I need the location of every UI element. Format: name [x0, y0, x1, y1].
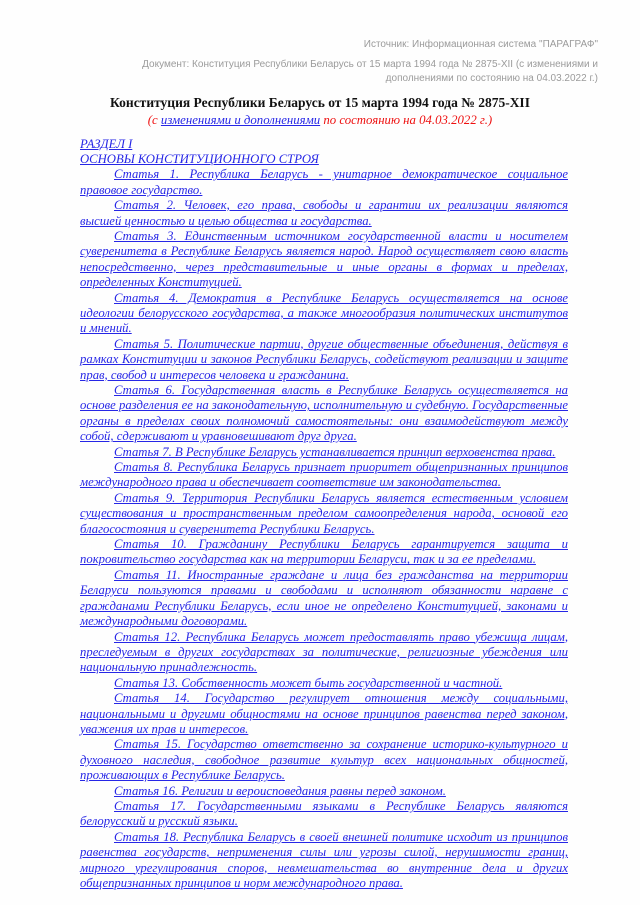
document-body	[80, 137, 568, 892]
article-paragraph[interactable]: Статья 10. Гражданину Республики Беларусь гарантируется защита и покровительство государства как на территории Беларуси, так и за ее пределами.	[80, 537, 568, 567]
article-paragraph[interactable]: Статья 16. Религии и вероисповедания равны перед законом.	[114, 783, 446, 798]
articles	[80, 167, 568, 891]
amendments-link[interactable]: изменениями и дополнениями	[160, 112, 321, 127]
article-paragraph[interactable]: Статья 14. Государство регулирует отношения между социальными, национальными и другими общностями на основе принципов равенства перед законом, уважения их прав и интересов.	[80, 691, 568, 736]
article-paragraph[interactable]: Статья 4. Демократия в Республике Беларусь осуществляется на основе идеологии белорусского государства, а также многообразия политических институтов и мнений.	[80, 290, 568, 336]
document-subtitle	[0, 113, 640, 128]
article-paragraph[interactable]: Статья 15. Государство ответственно за сохранение историко-культурного и духовного наследия, свободное развитие культур всех национальных общностей, проживающих в Республике Беларусь.	[80, 737, 568, 783]
document-title: Конституция Республики Беларусь от 15 марта 1994 года № 2875-XII	[110, 94, 530, 110]
article-paragraph[interactable]: Статья 5. Политические партии, другие общественные объединения, действуя в рамках Конституции и законов Республики Беларусь, содействуют реализации и защите прав, свобод и интересов человека и гражданина.	[80, 336, 568, 382]
article-paragraph[interactable]: Статья 18. Республика Беларусь в своей внешней политике исходит из принципов равенства государств, неприменения силы или угрозы силой, нерушимости границ, мирного урегулирования споров, невмешательства во внутренние дела и других общепризнанных принципов и норм международного права.	[80, 829, 568, 890]
section-heading-osnovy[interactable]: ОСНОВЫ КОНСТИТУЦИОННОГО СТРОЯ	[80, 151, 319, 166]
article-paragraph[interactable]: Статья 11. Иностранные граждане и лица без гражданства на территории Беларуси пользуются правами и свободами и исполняют обязанности наравне с гражданами Республики Беларусь, если иное не определено Конституцией, законами и международными договорами.	[80, 567, 568, 629]
source-line: Источник: Информационная система "ПАРАГРАФ"	[363, 39, 598, 50]
section-heading-razdel[interactable]: РАЗДЕЛ I	[80, 136, 133, 151]
article-paragraph[interactable]: Статья 6. Государственная власть в Республике Беларусь осуществляется на основе разделения ее на законодательную, исполнительную и судебную. Государственные органы в пределах своих полномочий самостоятельны: они взаимодействуют между собой, сдерживают и уравновешивают друг друга.	[80, 383, 568, 444]
article-paragraph[interactable]: Статья 9. Территория Республики Беларусь является естественным условием существования и пространственным пределом самоопределения народа, основой его благосостояния и суверенитета Республики Беларусь.	[80, 490, 568, 536]
article-paragraph[interactable]: Статья 17. Государственными языками в Республике Беларусь являются белорусский и русский языки.	[80, 798, 568, 829]
subtitle-suffix: по состоянию на 04.03.2022 г.)	[320, 112, 493, 127]
article-paragraph[interactable]: Статья 3. Единственным источником государственной власти и носителем суверенитета в Республике Беларусь является народ. Народ осуществляет свою власть непосредственно, через представительные и иные органы в формах и пределах, определенных Конституцией.	[80, 228, 568, 290]
document-line: Документ: Конституция Республики Беларусь от 15 марта 1994 года № 2875-XII (с изменениями и дополнениями по состоянию на 04.03.2022 г.)	[142, 58, 598, 84]
article-paragraph[interactable]: Статья 8. Республика Беларусь признает приоритет общепризнанных принципов международного права и обеспечивает соответствие им законодательства.	[80, 460, 568, 490]
article-paragraph[interactable]: Статья 1. Республика Беларусь - унитарное демократическое социальное правовое государство.	[80, 167, 568, 197]
subtitle-prefix: (с	[147, 112, 161, 127]
document-meta	[100, 38, 598, 87]
article-paragraph[interactable]: Статья 2. Человек, его права, свободы и гарантии их реализации являются высшей ценностью и целью общества и государства.	[80, 198, 568, 228]
article-paragraph[interactable]: Статья 12. Республика Беларусь может предоставлять право убежища лицам, преследуемым в других государствах за политические, религиозные убеждения или национальную принадлежность.	[80, 629, 568, 675]
article-paragraph[interactable]: Статья 13. Собственность может быть государственной и частной.	[114, 675, 503, 690]
article-paragraph[interactable]: Статья 7. В Республике Беларусь устанавливается принцип верховенства права.	[114, 444, 556, 459]
